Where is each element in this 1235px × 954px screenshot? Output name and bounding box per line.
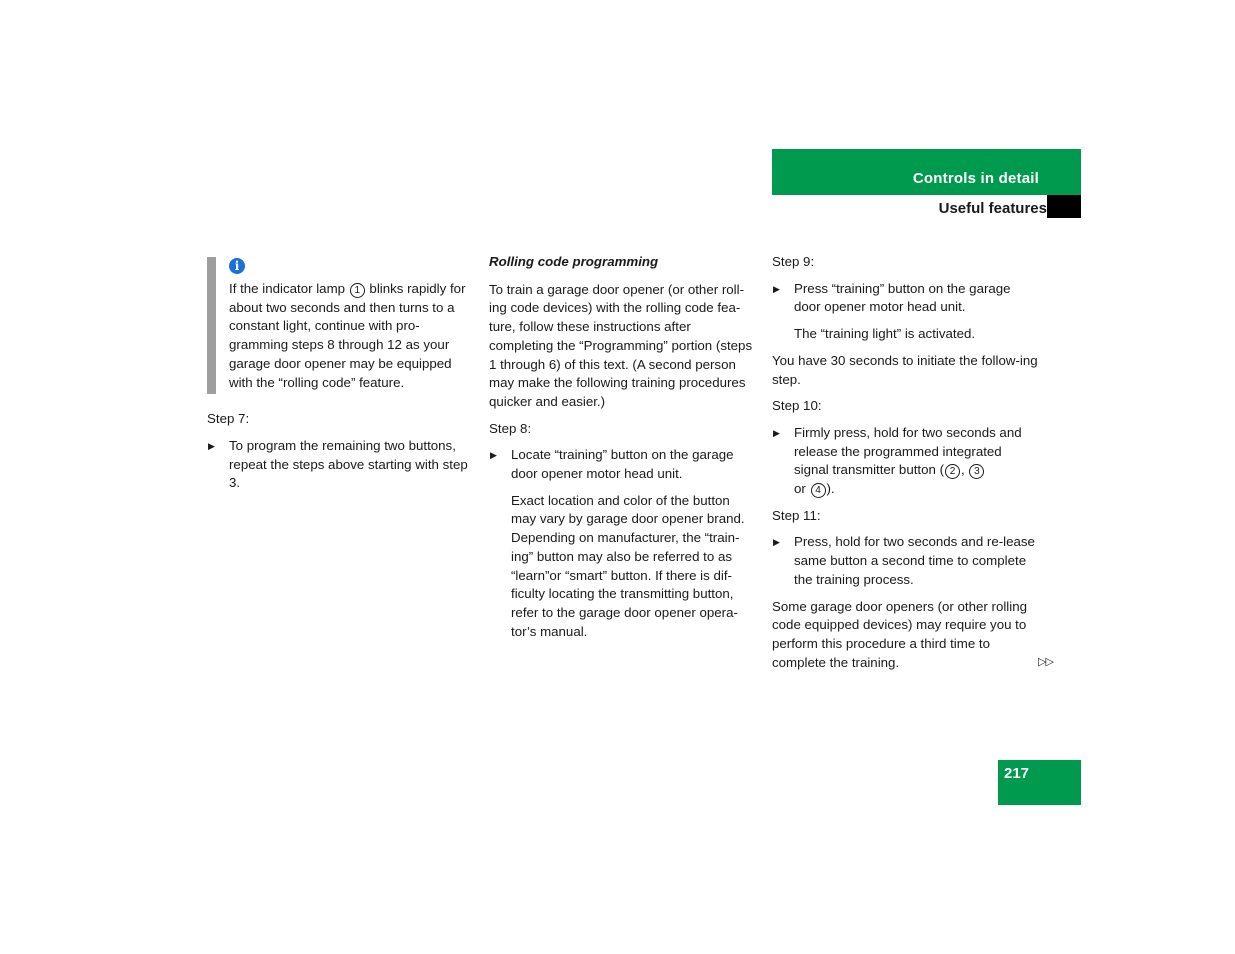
callout-number: 2 (945, 464, 960, 479)
callout-number: 3 (969, 464, 984, 479)
callout-number: 4 (811, 483, 826, 498)
subsection-title: Useful features (938, 200, 1047, 217)
bullet-arrow-icon: ▶ (773, 427, 780, 438)
callout-number: 1 (350, 283, 365, 298)
note-bar (207, 257, 216, 394)
info-icon: i (229, 258, 245, 274)
step-11-instruction: ▶ Press, hold for two seconds and re-lease same button a second time to complete the training process. (773, 534, 1035, 587)
header-marker (1047, 195, 1081, 218)
step-9-instruction: ▶ Press “training” button on the garage door opener motor head unit. (773, 280, 1011, 315)
step-7-label: Step 7: (207, 411, 250, 427)
section-heading: Rolling code programming (489, 254, 659, 269)
page-number: 217 (1004, 765, 1030, 782)
column-left (207, 257, 472, 501)
step-9-result: The “training light” is activated. (794, 326, 976, 342)
bullet-arrow-icon: ▶ (208, 440, 215, 451)
step-10-instruction: ▶ Firmly press, hold for two seconds and release the programmed integrated signal transmitter button ( 2 , 3 or 4 ). (773, 424, 1022, 497)
bullet-arrow-icon: ▶ (773, 283, 780, 294)
continue-arrow-icon: ▷▷ (1038, 656, 1053, 668)
step-8-note: Exact location and color of the button may vary by garage door opener brand. Depending on manufacturer, the “train-ing” button may also be referred to as “learn”or “smart” button. If there is dif-ficulty locating the transmitting button, refer to the garage door opener opera-tor’s manual. (511, 492, 745, 639)
step-9-label: Step 9: (772, 254, 815, 269)
step-10-label: Step 10: (772, 398, 822, 414)
step-8-label: Step 8: (489, 420, 532, 436)
column-middle (489, 253, 757, 649)
section-title: Controls in detail (912, 170, 1039, 187)
time-note: You have 30 seconds to initiate the follow-ing step. (772, 352, 1038, 387)
info-note (207, 257, 472, 392)
section-header (772, 149, 1081, 195)
bullet-arrow-icon: ▶ (490, 450, 497, 461)
closing-paragraph: Some garage door openers (or other rolling code equipped devices) may require you to perform this procedure a third time to complete the training. (772, 598, 1028, 670)
step-11-label: Step 11: (772, 507, 821, 523)
step-7-instruction: ▶ To program the remaining two buttons, repeat the steps above starting with step 3. (208, 437, 468, 491)
note-text: If the indicator lamp 1 blinks rapidly for about two seconds and then turns to a constant light, continue with pro-gramming steps 8 through 12 as your garage door opener may be equipped with the “rolling code” feature. (229, 281, 466, 390)
column-right (772, 253, 1040, 680)
intro-paragraph: To train a garage door opener (or other roll-ing code devices) with the rolling code fea-ture, follow these instructions after completing the “Programming” portion (steps 1 through 6) of this text. (A second person may make the following training procedures quicker and easier.) (489, 281, 753, 409)
bullet-arrow-icon: ▶ (773, 537, 780, 548)
page-number-box (998, 760, 1081, 805)
step-8-instruction: ▶ Locate “training” button on the garage door opener motor head unit. (490, 447, 734, 482)
